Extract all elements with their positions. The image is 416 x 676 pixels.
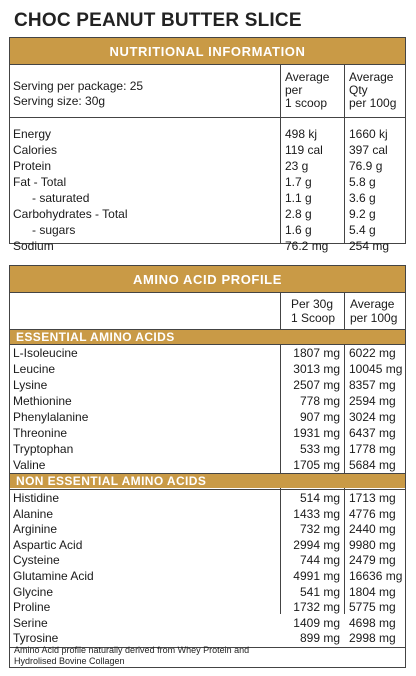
- essential-amino-per-100g: 6437 mg: [349, 426, 396, 440]
- non-essential-amino-per-100g: 1804 mg: [349, 584, 396, 599]
- non-essential-amino-row: [10, 537, 405, 554]
- nutrient-row: [10, 222, 405, 239]
- nutrition-col3-header-line: per 100g: [349, 96, 397, 110]
- non-essential-amino-per-100g: 2479 mg: [349, 553, 396, 568]
- non-essential-amino-per-100g: 16636 mg: [349, 569, 403, 583]
- essential-amino-per-scoop: 1807 mg: [293, 346, 340, 360]
- essential-amino-label: Lysine: [13, 378, 48, 392]
- essential-amino-per-100g: 3024 mg: [349, 410, 396, 424]
- non-essential-amino-per-scoop: 1409 mg: [293, 615, 340, 630]
- nutrient-label: Protein: [13, 159, 52, 173]
- non-essential-amino-per-100g: 4698 mg: [349, 615, 396, 630]
- nutrient-per-scoop: 2.8 g: [285, 207, 312, 221]
- non-essential-amino-label: Tyrosine: [13, 631, 59, 646]
- amino-col3-header-line: Average: [350, 297, 395, 311]
- essential-amino-row: [10, 393, 405, 410]
- non-essential-amino-per-scoop: 2994 mg: [293, 537, 340, 552]
- nutrient-row: [10, 158, 405, 175]
- nutrition-col3-header: [349, 71, 396, 110]
- essential-amino-per-100g: 6022 mg: [349, 346, 396, 360]
- essential-amino-per-100g: 5684 mg: [349, 458, 396, 472]
- non-essential-amino-row: [10, 521, 405, 538]
- nutrition-col2-header: [285, 71, 329, 110]
- amino-col2-header-line: Per 30g: [291, 297, 334, 311]
- essential-amino-per-scoop: 533 mg: [299, 442, 340, 456]
- essential-amino-label: L-Isoleucine: [13, 346, 78, 360]
- essential-amino-per-100g: 2594 mg: [349, 394, 396, 408]
- non-essential-amino-per-scoop: 541 mg: [299, 584, 340, 599]
- nutrient-per-100g: 76.9 g: [349, 159, 383, 173]
- essential-amino-per-scoop: 907 mg: [299, 410, 340, 424]
- essential-amino-row: [10, 409, 405, 426]
- nutrient-label: Calories: [13, 143, 58, 157]
- non-essential-amino-row: [10, 584, 405, 601]
- non-essential-amino-per-100g: 5775 mg: [349, 600, 396, 615]
- nutrient-per-100g: 5.4 g: [349, 223, 376, 237]
- essential-amino-per-100g: 1778 mg: [349, 442, 396, 456]
- nutrient-per-scoop: 76.2 mg: [285, 239, 329, 253]
- essential-amino-per-100g: 10045 mg: [349, 362, 403, 376]
- nutrient-label: Carbohydrates - Total: [13, 207, 128, 221]
- non-essential-amino-per-scoop: 744 mg: [299, 553, 340, 568]
- essential-amino-label: Tryptophan: [13, 442, 74, 456]
- non-essential-amino-per-scoop: 514 mg: [299, 491, 340, 505]
- serving-size: Serving size: 30g: [13, 94, 106, 108]
- nutrient-per-100g: 5.8 g: [349, 175, 376, 189]
- amino-header: AMINO ACID PROFILE: [10, 266, 405, 293]
- essential-amino-row: [10, 425, 405, 442]
- nutrient-row: [10, 206, 405, 223]
- nutrient-per-100g: 3.6 g: [349, 191, 376, 205]
- nutrient-row: [10, 126, 405, 143]
- non-essential-amino-label: Histidine: [13, 491, 60, 505]
- product-title: CHOC PEANUT BUTTER SLICE: [14, 10, 302, 31]
- nutrient-per-scoop: 1.6 g: [285, 223, 312, 237]
- non-essential-amino-per-100g: 9980 mg: [349, 537, 396, 552]
- non-essential-amino-per-scoop: 732 mg: [299, 522, 340, 537]
- nutrient-label: - sugars: [32, 223, 76, 237]
- nutrient-per-scoop: 23 g: [285, 159, 309, 173]
- essential-amino-per-scoop: 2507 mg: [293, 378, 340, 392]
- essential-amino-per-scoop: 778 mg: [299, 394, 340, 408]
- nutrition-col3-header-line: Qty: [349, 83, 368, 97]
- nutrient-per-scoop: 1.7 g: [285, 175, 312, 189]
- essential-amino-per-scoop: 3013 mg: [293, 362, 340, 376]
- non-essential-amino-per-100g: 2998 mg: [349, 631, 396, 646]
- nutrient-per-100g: 397 cal: [349, 143, 388, 157]
- serving-per-package: Serving per package: 25: [13, 79, 144, 93]
- non-essential-amino-label: Proline: [13, 600, 51, 615]
- essential-amino-per-100g: 8357 mg: [349, 378, 396, 392]
- essential-amino-label: Methionine: [13, 394, 72, 408]
- essential-amino-row: [10, 441, 405, 458]
- nutrient-label: Fat - Total: [13, 175, 67, 189]
- nutrition-col2-header-line: 1 scoop: [285, 96, 328, 110]
- nutrient-row: [10, 174, 405, 191]
- amino-panel: [9, 265, 406, 668]
- non-essential-amino-label: Alanine: [13, 506, 54, 521]
- nutrition-header: NUTRITIONAL INFORMATION: [10, 38, 405, 65]
- non-essential-amino-label: Cysteine: [13, 553, 60, 568]
- non-essential-amino-row: [10, 506, 405, 523]
- essential-amino-label: Threonine: [13, 426, 68, 440]
- essential-amino-row: [10, 457, 405, 474]
- nutrient-label: Sodium: [13, 239, 54, 253]
- nutrient-per-scoop: 1.1 g: [285, 191, 312, 205]
- essential-amino-header: ESSENTIAL AMINO ACIDS: [10, 330, 405, 344]
- nutrient-per-scoop: 119 cal: [285, 143, 323, 157]
- amino-col2-header: [291, 297, 335, 325]
- nutrient-row: [10, 238, 405, 255]
- nutrient-row: [10, 142, 405, 159]
- nutrition-col2-header-line: per: [285, 83, 303, 97]
- non-essential-amino-per-scoop: 899 mg: [299, 631, 340, 646]
- amino-note-line: Hydrolised Bovine Collagen: [14, 656, 125, 666]
- nutrient-per-100g: 1660 kj: [349, 127, 388, 141]
- non-essential-amino-row: [10, 615, 405, 632]
- nutrient-per-scoop: 498 kj: [285, 127, 318, 141]
- non-essential-amino-label: Glutamine Acid: [13, 569, 94, 583]
- non-essential-amino-row: [10, 599, 405, 616]
- nutrition-col2-header-line: Average: [285, 70, 330, 84]
- non-essential-amino-per-100g: 2440 mg: [349, 522, 396, 537]
- nutrition-col3-header-line: Average: [349, 70, 394, 84]
- amino-col3-header: [350, 297, 397, 325]
- nutrient-label: - saturated: [32, 191, 90, 205]
- non-essential-amino-row: [10, 552, 405, 569]
- nutrient-label: Energy: [13, 127, 52, 141]
- amino-note: [14, 645, 249, 667]
- non-essential-amino-per-scoop: 1732 mg: [293, 600, 340, 615]
- non-essential-amino-label: Arginine: [13, 522, 58, 537]
- essential-amino-per-scoop: 1931 mg: [293, 426, 340, 440]
- essential-amino-label: Valine: [13, 458, 46, 472]
- amino-col3-header-line: per 100g: [350, 311, 398, 325]
- essential-amino-row: [10, 361, 405, 378]
- amino-col2-header-line: 1 Scoop: [291, 311, 336, 325]
- non-essential-amino-per-100g: 1713 mg: [349, 491, 396, 505]
- nutrient-per-100g: 254 mg: [349, 239, 390, 253]
- non-essential-amino-label: Aspartic Acid: [13, 537, 83, 552]
- non-essential-amino-per-scoop: 4991 mg: [293, 569, 340, 583]
- non-essential-amino-header: NON ESSENTIAL AMINO ACIDS: [10, 474, 405, 488]
- essential-amino-label: Phenylalanine: [13, 410, 89, 424]
- non-essential-amino-row: [10, 490, 405, 507]
- nutrition-panel: [9, 37, 406, 253]
- non-essential-amino-label: Glycine: [13, 584, 54, 599]
- essential-amino-label: Leucine: [13, 362, 56, 376]
- nutrient-per-100g: 9.2 g: [349, 207, 376, 221]
- non-essential-amino-label: Serine: [13, 615, 48, 630]
- non-essential-amino-per-scoop: 1433 mg: [293, 506, 340, 521]
- essential-amino-row: [10, 377, 405, 394]
- amino-note-line: Amino Acid profile naturally derived from Whey Protein and: [14, 645, 250, 655]
- nutrient-row: [10, 190, 405, 207]
- essential-amino-per-scoop: 1705 mg: [293, 458, 340, 472]
- non-essential-amino-row: [10, 568, 405, 585]
- non-essential-amino-per-100g: 4776 mg: [349, 506, 396, 521]
- essential-amino-row: [10, 345, 405, 362]
